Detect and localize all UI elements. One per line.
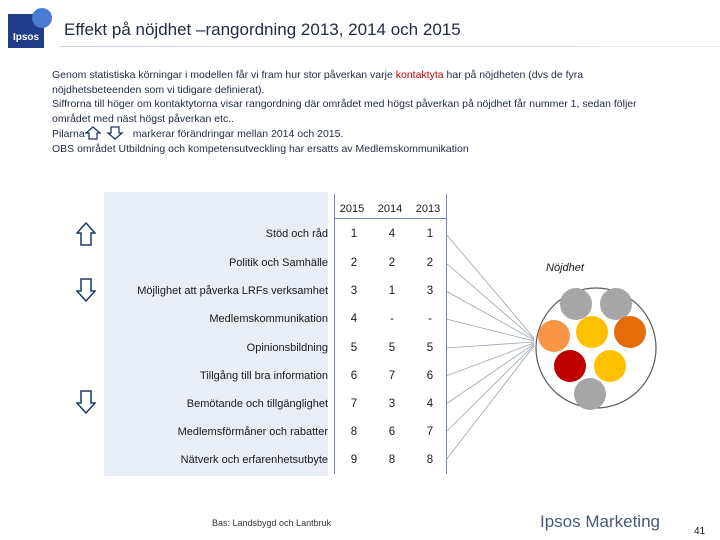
red-circle — [554, 350, 586, 382]
yellow-circle — [594, 350, 626, 382]
rank-2014: - — [390, 313, 394, 325]
up-arrow-icon — [76, 222, 96, 246]
rank-2014: 4 — [388, 228, 396, 240]
intro-line-3: Pilarna markerar förändringar mellan 2014 och 2015. — [52, 128, 344, 140]
page-number: 41 — [694, 526, 706, 537]
row-label: Tillgång till bra information — [200, 370, 328, 382]
rank-2013: 6 — [426, 370, 434, 382]
grey-circle — [574, 378, 606, 410]
connector-lines — [446, 220, 536, 480]
brand-name: Ipsos Marketing — [540, 512, 660, 531]
rank-2015: 6 — [350, 370, 358, 382]
up-arrow-icon — [86, 127, 100, 139]
rank-2013: 4 — [426, 398, 434, 410]
ipsos-logo — [8, 8, 52, 48]
row-label: Nätverk och erfarenhetsutbyte — [180, 454, 328, 466]
column-header-2013: 2013 — [415, 203, 441, 215]
column-divider — [334, 194, 335, 474]
row-label: Medlemskommunikation — [209, 313, 328, 325]
rank-2014: 6 — [388, 426, 396, 438]
orange-circle — [614, 316, 646, 348]
row-label: Bemötande och tillgänglighet — [186, 398, 328, 410]
rank-2014: 3 — [388, 398, 396, 410]
rank-2013: - — [428, 313, 432, 325]
nojdhet-diagram — [534, 286, 658, 410]
column-header-2015: 2015 — [339, 203, 365, 215]
rank-2013: 3 — [426, 285, 434, 297]
rank-2015: 3 — [350, 285, 358, 297]
yellow-circle — [576, 316, 608, 348]
rank-2014: 7 — [388, 370, 396, 382]
down-arrow-icon — [76, 390, 96, 414]
down-arrow-icon — [76, 278, 96, 302]
header-rule — [334, 218, 446, 219]
rank-2015: 4 — [350, 313, 358, 325]
grey-circle — [600, 288, 632, 320]
rank-2015: 8 — [350, 426, 358, 438]
orange-circle — [538, 320, 570, 352]
row-label: Möjlighet att påverka LRFs verksamhet — [137, 285, 328, 297]
rank-2015: 1 — [350, 228, 358, 240]
intro-line-4: OBS området Utbildning och kompetensutveckling har ersatts av Medlemskommunikation — [52, 142, 469, 155]
row-label: Politik och Samhälle — [228, 257, 328, 269]
rank-2013: 5 — [426, 342, 434, 354]
rank-2014: 8 — [388, 454, 396, 466]
logo-text: Ipsos — [12, 32, 40, 43]
down-arrow-icon — [108, 127, 122, 139]
intro-line-1: Genom statistiska körningar i modellen får vi fram hur stor påverkan varje kontaktyta har på nöjdheten (dvs de fyra nöjdhetsbeteenden som vi tidigare definierat). — [52, 69, 584, 96]
rank-2013: 7 — [426, 426, 434, 438]
column-header-2014: 2014 — [377, 203, 403, 215]
row-label: Medlemsförmåner och rabatter — [177, 426, 328, 438]
row-label: Opinionsbildning — [246, 342, 328, 354]
grey-circle — [560, 288, 592, 320]
row-label: Stöd och råd — [265, 228, 328, 240]
title-divider — [60, 46, 720, 47]
rank-2013: 1 — [426, 228, 434, 240]
rank-2015: 5 — [350, 342, 358, 354]
nojdhet-label: Nöjdhet — [546, 262, 584, 274]
rank-2013: 8 — [426, 454, 434, 466]
rank-2014: 1 — [388, 285, 396, 297]
rank-2014: 2 — [388, 257, 396, 269]
page-title: Effekt på nöjdhet –rangordning 2013, 2014 och 2015 — [64, 20, 461, 39]
inline-arrows — [85, 126, 133, 142]
highlight-kontaktyta: kontaktyta — [395, 69, 444, 81]
rank-2013: 2 — [426, 257, 434, 269]
rank-2015: 7 — [350, 398, 358, 410]
intro-line-2: Siffrorna till höger om kontaktytorna visar rangordning där området med högst påverkan på nöjdhet får nummer 1, sedan följer området med näst högst påverkan etc.. — [52, 98, 637, 125]
intro-text — [52, 68, 652, 156]
rank-2014: 5 — [388, 342, 396, 354]
rank-2015: 2 — [350, 257, 358, 269]
rank-2015: 9 — [350, 454, 358, 466]
footnote: Bas: Landsbygd och Lantbruk — [212, 518, 332, 528]
